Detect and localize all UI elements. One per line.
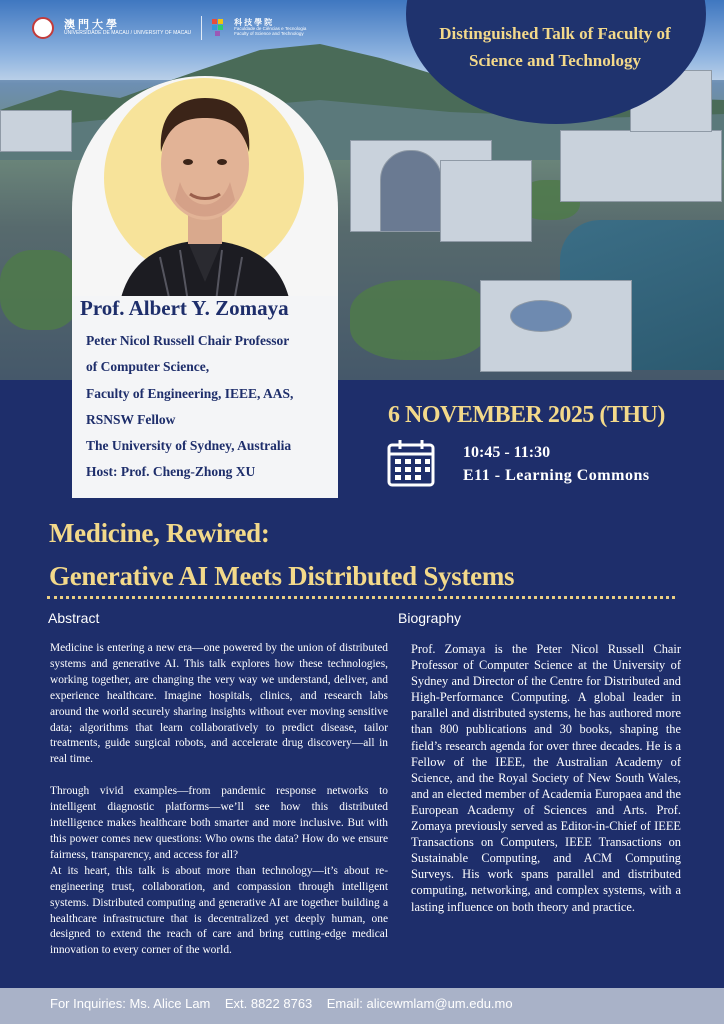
- fst-name-en2: Faculty of Science and Technology: [234, 31, 304, 37]
- fst-logo-icon: [212, 19, 224, 37]
- tree-area: [0, 250, 80, 330]
- credential-line: RSNSW Fellow: [86, 411, 176, 427]
- fst-logo-text: [234, 19, 306, 37]
- fst-name-cn: 科技學院: [234, 18, 275, 28]
- speaker-credentials: [86, 328, 336, 486]
- abstract-paragraph: Through vivid examples—from pandemic response networks to intelligent diagnostic platforms—we’ll see how this distributed intelligence makes healthcare both smarter and more inclusive. But with this power comes new questions: Who owns the data? How do we ensure fairness, transparency, and access for all?: [50, 785, 388, 861]
- tree-area: [350, 280, 490, 360]
- um-seal-icon: [32, 17, 54, 39]
- abstract-heading: Abstract: [48, 610, 100, 626]
- talk-title: [49, 512, 514, 598]
- calendar-icon: [386, 438, 436, 488]
- fst-name-en1: Faculdade de Ciências e Tecnologia: [234, 26, 307, 32]
- speaker-name: Prof. Albert Y. Zomaya: [80, 296, 289, 320]
- um-name-cn: 澳門大學: [64, 19, 120, 31]
- campus-building: [560, 130, 722, 202]
- um-logo-text: [64, 20, 191, 36]
- dotted-divider: [47, 596, 675, 599]
- abstract-paragraph: At its heart, this talk is about more than technology—it’s about re-engineering trust, collaboration, and compassion through intelligent systems. Distributed computing and generative AI are together building a healthcare infrastructure that is decentralized yet deeply human, one designed to extend the reach of care and bring cutting-edge medical innovation to every corner of the world.: [50, 864, 388, 957]
- event-venue: E11 - Learning Commons: [463, 467, 650, 484]
- biography-heading: Biography: [398, 610, 462, 626]
- event-time: 10:45 - 11:30: [463, 444, 551, 461]
- credential-line: Peter Nicol Russell Chair Professor: [86, 333, 290, 348]
- speaker-photo-frame: [72, 76, 338, 300]
- campus-building: [380, 150, 442, 232]
- abstract-body: [50, 641, 388, 959]
- logo-bar: [32, 16, 306, 40]
- series-title: Distinguished Talk of Faculty of Science and Technology: [439, 24, 671, 70]
- um-name-en: UNIVERSIDADE DE MACAU / UNIVERSITY OF MACAU: [64, 30, 192, 36]
- event-date: 6 NOVEMBER 2025 (THU): [388, 402, 665, 428]
- credential-line: Faculty of Engineering, IEEE, AAS,: [86, 385, 294, 401]
- talk-title-line1: Medicine, Rewired:: [49, 518, 270, 548]
- contact-info: For Inquiries: Ms. Alice Lam Ext. 8822 8763 Email: alicewmlam@um.edu.mo: [50, 996, 513, 1011]
- campus-building-roof: [510, 300, 572, 332]
- logo-divider: [201, 16, 202, 40]
- campus-building: [0, 110, 72, 152]
- credential-line: The University of Sydney, Australia: [86, 438, 292, 454]
- host-line: Host: Prof. Cheng-Zhong XU: [86, 464, 256, 480]
- campus-building: [440, 160, 532, 242]
- abstract-paragraph: Medicine is entering a new era—one powered by the union of distributed systems and generative AI. This talk explores how these technologies, working together, are changing the very way we understand, deliver, and experience healthcare. Imagine hospitals, clinics, and research labs around the world securely sharing insights without ever moving sensitive data; algorithms that learn collaboratively to predict disease, tailor treatments, guide surgical robots, and accelerate drug discovery—all in real time.: [50, 642, 388, 766]
- credential-line: of Computer Science,: [86, 359, 210, 375]
- talk-title-line2: Generative AI Meets Distributed Systems: [49, 561, 515, 591]
- speaker-portrait: [110, 82, 300, 300]
- biography-body: Prof. Zomaya is the Peter Nicol Russell Chair Professor of Computer Science at the University of Sydney and Director of the Centre for Distributed and High-Performance Computing. A global leader in parallel and distributed systems, he has authored more than 800 publications and 30 books, shaping the field’s research agenda for over three decades. He is a Fellow of the IEEE, the Australian Academy of Science, and the Royal Society of New South Wales, and an elected member of Academia Europaea and the European Academy of Sciences and Arts. Prof. Zomaya previously served as Editor-in-Chief of IEEE Transactions on Computers, IEEE Transactions on Sustainable Computing, and ACM Computing Surveys. His work spans parallel and distributed computing, networking, and complex systems, with a lasting influence on both theory and practice.: [411, 642, 681, 914]
